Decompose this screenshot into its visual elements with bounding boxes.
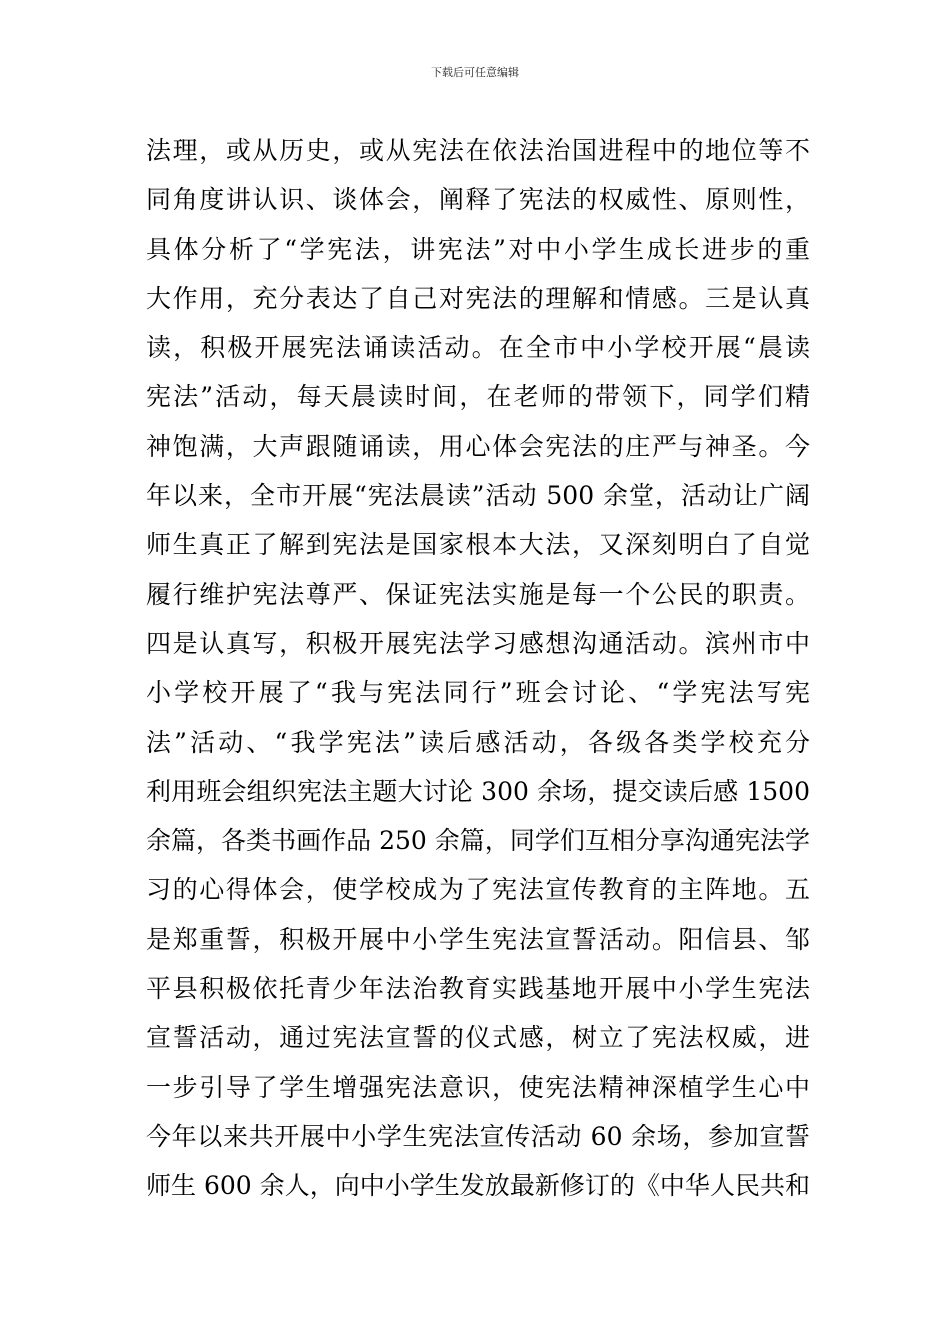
text-line: 平县积极依托青少年法治教育实践基地开展中小学生宪法 — [146, 974, 810, 1004]
text-line: 读，积极开展宪法诵读活动。在全市中小学校开展“晨读 — [146, 333, 810, 363]
text-line: 小学校开展了“我与宪法同行”班会讨论、“学宪法写宪 — [146, 678, 810, 708]
body-text — [146, 126, 810, 1211]
text-line: 具体分析了“学宪法，讲宪法”对中小学生成长进步的重 — [146, 234, 810, 264]
text-line: 一步引导了学生增强宪法意识，使宪法精神深植学生心中 — [146, 1072, 810, 1102]
text-line: 是郑重誓，积极开展中小学生宪法宣誓活动。阳信县、邹 — [146, 924, 810, 954]
text-line: 今年以来共开展中小学生宪法宣传活动 60 余场，参加宣誓 — [146, 1121, 810, 1151]
text-line: 宣誓活动，通过宪法宣誓的仪式感，树立了宪法权威，进 — [146, 1023, 810, 1053]
text-line: 习的心得体会，使学校成为了宪法宣传教育的主阵地。五 — [146, 875, 810, 905]
text-line: 利用班会组织宪法主题大讨论 300 余场，提交读后感 1500 — [146, 776, 810, 806]
text-line: 履行维护宪法尊严、保证宪法实施是每一个公民的职责。 — [146, 579, 810, 609]
text-line: 大作用，充分表达了自己对宪法的理解和情感。三是认真 — [146, 283, 810, 313]
text-line: 宪法”活动，每天晨读时间，在老师的带领下，同学们精 — [146, 382, 810, 412]
text-line: 同角度讲认识、谈体会，阐释了宪法的权威性、原则性， — [146, 185, 810, 215]
text-line: 法理，或从历史，或从宪法在依法治国进程中的地位等不 — [146, 136, 810, 165]
text-line: 神饱满，大声跟随诵读，用心体会宪法的庄严与神圣。今 — [146, 431, 810, 461]
text-line: 四是认真写，积极开展宪法学习感想沟通活动。滨州市中 — [146, 628, 810, 658]
text-line: 法”活动、“我学宪法”读后感活动，各级各类学校充分 — [146, 727, 810, 757]
page-header: 下载后可任意编辑 — [431, 66, 519, 79]
text-line: 余篇，各类书画作品 250 余篇，同学们互相分享沟通宪法学 — [146, 826, 810, 856]
text-line: 师生真正了解到宪法是国家根本大法，又深刻明白了自觉 — [146, 530, 810, 560]
text-line: 师生 600 余人，向中小学生发放最新修订的《中华人民共和 — [146, 1171, 810, 1201]
text-line: 年以来，全市开展“宪法晨读”活动 500 余堂，活动让广阔 — [146, 481, 810, 511]
